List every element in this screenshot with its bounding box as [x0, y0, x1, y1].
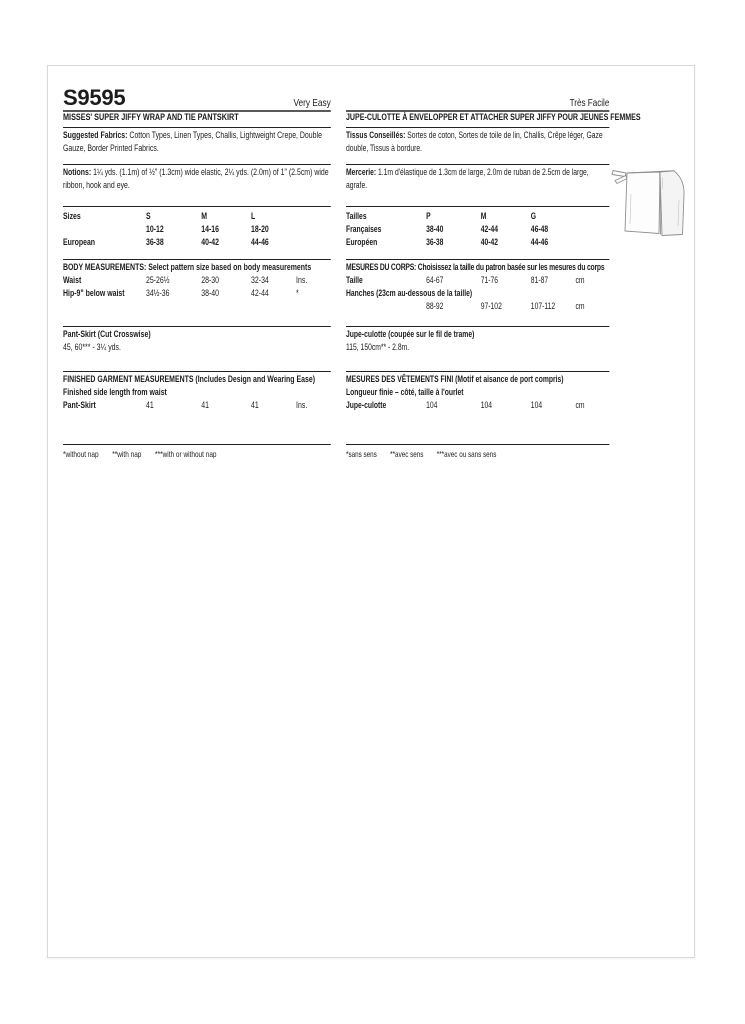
pattern-envelope-back: [47, 65, 695, 958]
notions-text-en: 1¼ yds. (1.1m) of ½" (1.3cm) wide elastic, 2¼ yds. (2.0m) of 1" (2.5cm) wide ribbon, hook and eye.: [63, 167, 329, 190]
size-header-row-fr: Tailles P M G: [346, 211, 537, 221]
size-header-row: Sizes S M L: [63, 211, 256, 221]
finished-heading-en: FINISHED GARMENT MEASUREMENTS (Includes Design and Wearing Ease): [63, 374, 316, 384]
fabrics-label-fr: Tissus Conseillés:: [346, 130, 406, 140]
yardage-line-en: 45, 60*** - 3¼ yds.: [63, 342, 121, 352]
body-measurements-heading-fr: MESURES DU CORPS: Choisissez la taille du patron basée sur les mesures du corps: [346, 262, 605, 272]
finished-measurements-fr: [346, 371, 609, 418]
left-leg-panel: [625, 172, 660, 234]
difficulty-label-en: Very Easy: [293, 97, 331, 109]
code-row-en: [63, 82, 331, 112]
fabrics-text-en: Cotton Types, Linen Types, Challis, Lightweight Crepe, Double Gauze, Border Printed Fabrics.: [63, 130, 322, 153]
finished-row-en: Pant-Skirt 41 41 41 Ins.: [63, 400, 308, 410]
garment-title-fr: JUPE-CULOTTE À ENVELOPPER ET ATTACHER SUPER JIFFY POUR JEUNES FEMMES: [346, 111, 609, 128]
notions-fr: [346, 166, 609, 207]
size-table-fr: [346, 208, 609, 260]
pattern-number: S9595: [63, 85, 126, 110]
suggested-fabrics-en: [63, 129, 331, 165]
footnotes-fr: *sans sens **avec sens ***avec ou sans sens: [346, 444, 609, 461]
size-european-row: European 36-38 40-42 44-46: [63, 237, 269, 247]
tie-ribbon-icon: [612, 171, 626, 177]
hanches-label: Hanches (23cm au-dessous de la taille): [346, 288, 473, 298]
taille-row: Taille 64-67 71-76 81-87 cm: [346, 275, 585, 285]
suggested-fabrics-fr: [346, 129, 609, 165]
size-francaises-row: Françaises 38-40 42-44 46-48: [346, 224, 549, 234]
notions-label-en: Notions:: [63, 167, 92, 177]
pantskirt-back-view-illustration: [610, 164, 692, 242]
size-table-en: [63, 208, 331, 260]
code-row-fr: [346, 82, 609, 112]
yardage-line-fr: 115, 150cm** - 2.8m.: [346, 342, 410, 352]
yardage-heading-fr: Jupe-culotte (coupée sur le fil de trame): [346, 329, 475, 339]
finished-subheading-en: Finished side length from waist: [63, 387, 167, 397]
finished-row-fr: Jupe-culotte 104 104 104 cm: [346, 400, 585, 410]
garment-title-en: MISSES' SUPER JIFFY WRAP AND TIE PANTSKIRT: [63, 111, 331, 128]
fabrics-label-en: Suggested Fabrics:: [63, 130, 128, 140]
finished-heading-fr: MESURES DES VÊTEMENTS FINI (Motif et aisance de port compris): [346, 374, 564, 384]
finished-measurements-en: [63, 371, 331, 418]
size-numbers-row: 10-12 14-16 18-20: [145, 224, 269, 234]
body-measurements-fr: [346, 259, 609, 327]
column-french: [346, 66, 641, 496]
finished-subheading-fr: Longueur finie – côté, taille à l'ourlet: [346, 387, 464, 397]
notions-label-fr: Mercerie:: [346, 167, 377, 177]
hanches-values-row: 88-92 97-102 107-112 cm: [426, 301, 585, 311]
yardage-heading-en: Pant-Skirt (Cut Crosswise): [63, 329, 151, 339]
notions-en: [63, 166, 331, 207]
size-europeen-row: Européen 36-38 40-42 44-46: [346, 237, 549, 247]
yardage-en: [63, 326, 331, 372]
body-measurements-heading-en: BODY MEASUREMENTS: Select pattern size based on body measurements: [63, 262, 312, 272]
waist-row: Waist 25-26½ 28-30 32-34 Ins.: [63, 275, 308, 285]
body-measurements-en: [63, 259, 331, 327]
footnotes-en: *without nap **with nap ***with or without nap: [63, 444, 331, 461]
hip-row: Hip-9" below waist 34½-36 38-40 42-44 *: [63, 288, 299, 298]
column-english: [63, 66, 331, 496]
notions-text-fr: 1.1m d'élastique de 1.3cm de large, 2.0m de ruban de 2.5cm de large, agrafe.: [346, 167, 589, 190]
fabrics-text-fr: Sortes de coton, Sortes de toile de lin, Challis, Crêpe léger, Gaze double, Tissus à bordure.: [346, 130, 603, 153]
right-wrap-panel: [660, 171, 684, 236]
difficulty-label-fr: Très Facile: [569, 97, 610, 109]
yardage-fr: [346, 326, 609, 372]
